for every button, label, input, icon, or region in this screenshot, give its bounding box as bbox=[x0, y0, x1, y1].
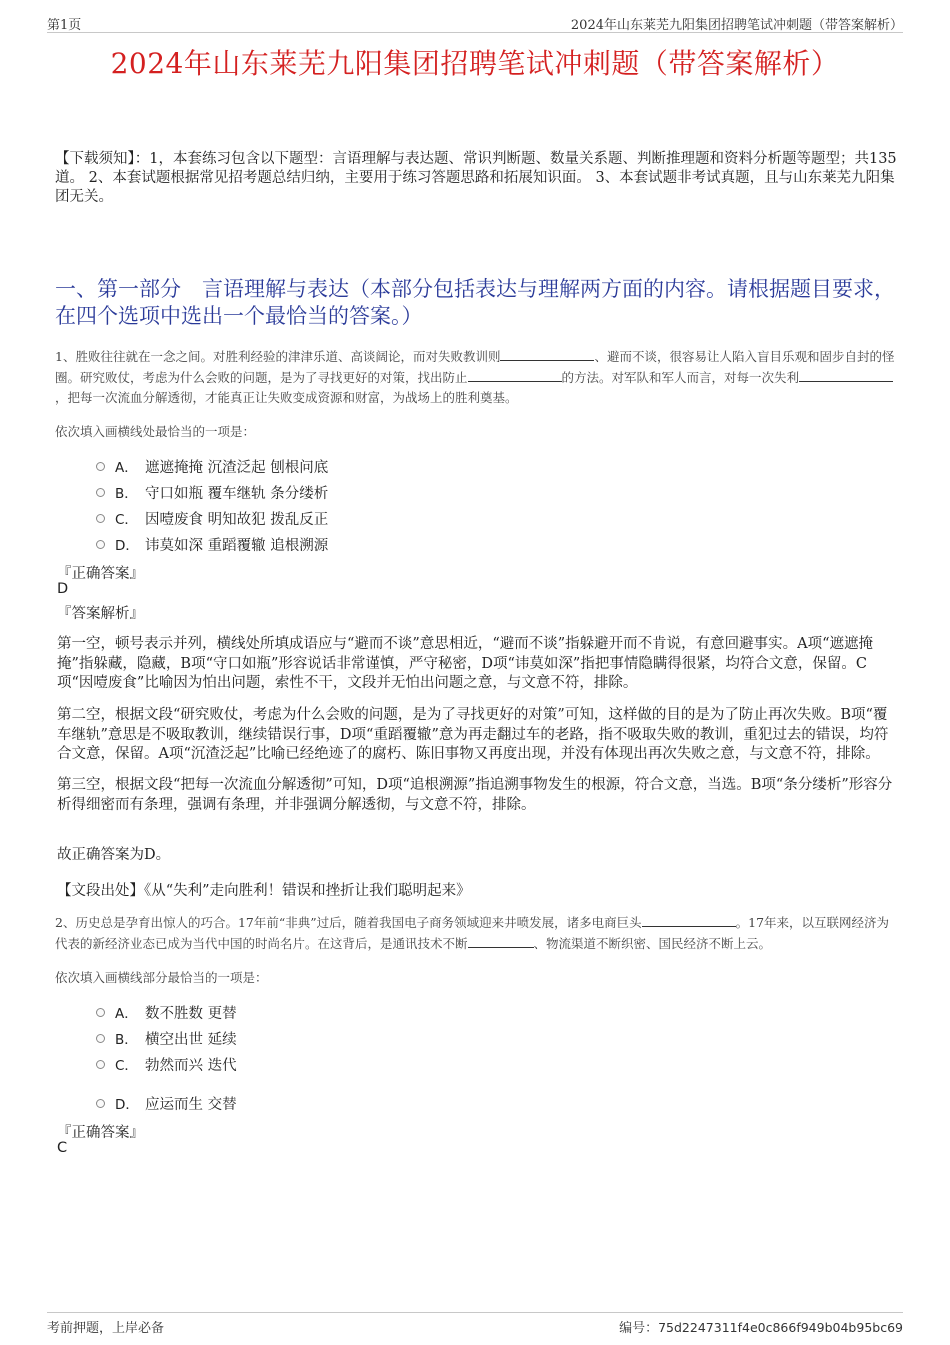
radio-icon[interactable] bbox=[96, 1060, 105, 1069]
q2-option-c[interactable]: C． 勃然而兴 迭代 bbox=[96, 1054, 237, 1074]
download-notice: 【下载须知】：1，本套练习包含以下题型：言语理解与表达题、常识判断题、数量关系题、判断推理题和资料分析题等题型；共135道。 2、本套试题根据常见招考题总结归纳，主要用于练习答题思路和拓展知识面。 3、本套试题非考试真题，且与山东莱芜九阳集团无关。 bbox=[55, 151, 897, 205]
question-1-stem: 1、胜败往往就在一念之间。对胜利经验的津津乐道、高谈阔论，而对失败教训则 、避而不谈，很容易让人陷入盲目乐观和固步自封的怪圈。研究败仗，考虑为什么会败的问题，是为了寻找更好的对策，找出防止 的方法。对军队和军人而言，对每一次失利，把每一次流血分解透彻，才能真正让失败变成资源和财富，为战场上的胜利奠基。 bbox=[55, 346, 900, 408]
radio-icon[interactable] bbox=[96, 1034, 105, 1043]
q1-analysis-conclusion: 故正确答案为D。 bbox=[57, 847, 171, 863]
q2-answer-label: 『正确答案』 bbox=[57, 1125, 144, 1141]
radio-icon[interactable] bbox=[96, 488, 105, 497]
q2-option-a[interactable]: A． 数不胜数 更替 bbox=[96, 1002, 237, 1022]
q1-option-c[interactable]: C． 因噎废食 明知故犯 拨乱反正 bbox=[96, 508, 328, 528]
section-heading: 一、第一部分 言语理解与表达（本部分包括表达与理解两方面的内容。请根据题目要求，在四个选项中选出一个最恰当的答案。） bbox=[55, 277, 895, 328]
header-page-number: 第1页 bbox=[47, 18, 82, 33]
q1-source: 【文段出处】《从“失利”走向胜利！错误和挫折让我们聪明起来》 bbox=[57, 883, 471, 899]
radio-icon[interactable] bbox=[96, 462, 105, 471]
fill-blank-1 bbox=[642, 912, 736, 927]
page-header bbox=[47, 10, 903, 33]
question-2-prompt: 依次填入画横线部分最恰当的一项是： bbox=[55, 970, 268, 985]
header-doc-title: 2024年山东莱芜九阳集团招聘笔试冲刺题（带答案解析） bbox=[570, 18, 903, 33]
q1-option-a[interactable]: A． 遮遮掩掩 沉渣泛起 刨根问底 bbox=[96, 456, 328, 476]
fill-blank-1 bbox=[500, 346, 594, 361]
fill-blank-2 bbox=[468, 367, 562, 382]
q1-analysis-label: 『答案解析』 bbox=[57, 606, 144, 622]
q1-answer: D bbox=[57, 581, 69, 597]
q1-option-b[interactable]: B． 守口如瓶 覆车继轨 条分缕析 bbox=[96, 482, 328, 502]
fill-blank-2 bbox=[468, 933, 534, 948]
q2-option-d[interactable]: D． 应运而生 交替 bbox=[96, 1093, 237, 1113]
q2-option-b[interactable]: B． 横空出世 延续 bbox=[96, 1028, 237, 1048]
q1-answer-label: 『正确答案』 bbox=[57, 566, 144, 582]
q1-option-d[interactable]: D． 讳莫如深 重蹈覆辙 追根溯源 bbox=[96, 534, 328, 554]
radio-icon[interactable] bbox=[96, 540, 105, 549]
page-footer bbox=[47, 1312, 903, 1335]
q1-analysis-paragraph-2: 第二空，根据文段“研究败仗，考虑为什么会败的问题，是为了寻找更好的对策”可知，这样做的目的是为了防止再次失败。B项“覆车继轨”意思是不吸取教训，继续错误行事，D项“重蹈覆辙”意为再走翻过车的老路，指不吸取失败的教训，重犯过去的错误，均符合文意，保留。A项“沉渣泛起”比喻已经绝迹了的腐朽、陈旧事物又再度出现，并没有体现出再次失败之意，与文意不符，排除。 bbox=[57, 707, 889, 762]
question-2-stem: 2、历史总是孕育出惊人的巧合。17年前“非典”过后，随着我国电子商务领域迎来井喷发展，诸多电商巨头 。17年来，以互联网经济为代表的新经济业态已成为当代中国的时尚名片。在这背后，是通讯技术不断 、物流渠道不断织密、国民经济不断上云。 bbox=[55, 912, 900, 954]
footer-code: 编号：75d2247311f4e0c866f949b04b95bc69 bbox=[619, 1320, 903, 1336]
q1-analysis-paragraph-3: 第三空，根据文段“把每一次流血分解透彻”可知，D项“追根溯源”指追溯事物发生的根源，符合文意，当选。B项“条分缕析”形容分析得细密而有条理，强调有条理，并非强调分解透彻，与文意不符，排除。 bbox=[57, 777, 893, 813]
radio-icon[interactable] bbox=[96, 514, 105, 523]
footer-slogan: 考前押题，上岸必备 bbox=[47, 1321, 165, 1336]
q1-analysis-paragraph-1: 第一空，顿号表示并列，横线处所填成语应与“避而不谈”意思相近，“避而不谈”指躲避开而不肯说，有意回避事实。A项“遮遮掩掩”指躲藏，隐藏，B项“守口如瓶”形容说话非常谨慎，严守秘密，D项“讳莫如深”指把事情隐瞒得很紧，均符合文意，保留。C项“因噎废食”比喻因为怕出问题，索性不干，文段并无怕出问题之意，与文意不符，排除。 bbox=[57, 636, 874, 691]
page-title: 2024年山东莱芜九阳集团招聘笔试冲刺题（带答案解析） bbox=[110, 47, 840, 80]
q2-answer: C bbox=[57, 1140, 68, 1156]
radio-icon[interactable] bbox=[96, 1008, 105, 1017]
question-1-prompt: 依次填入画横线处最恰当的一项是： bbox=[55, 424, 256, 439]
fill-blank-3 bbox=[799, 367, 893, 382]
radio-icon[interactable] bbox=[96, 1099, 105, 1108]
